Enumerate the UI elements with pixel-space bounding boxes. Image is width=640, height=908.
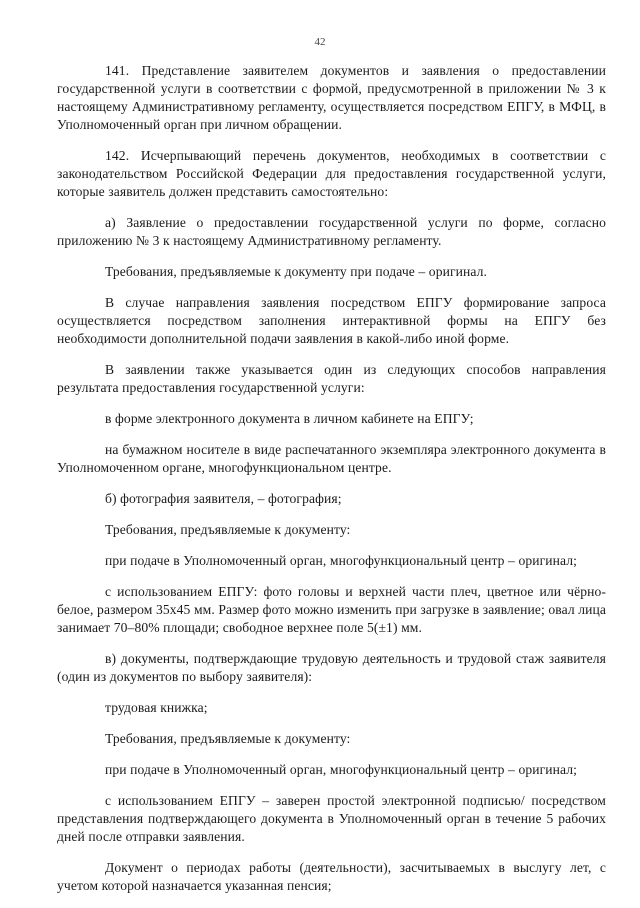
- epgu-submission-note: В случае направления заявления посредством ЕПГУ формирование запроса осуществляется посредством заполнения интерактивной формы на ЕПГУ без необходимости дополнительной подачи заявления в какой-либо иной форме.: [57, 295, 606, 346]
- item-c-employment-documents: в) документы, подтверждающие трудовую деятельность и трудовой стаж заявителя (один из документов по выбору заявителя):: [57, 651, 606, 684]
- result-delivery-methods: В заявлении также указывается один из следующих способов направления результата предоставления государственной услуги:: [57, 362, 606, 395]
- work-periods-document: Документ о периодах работы (деятельности), засчитываемых в выслугу лет, с учетом которой назначается указанная пенсия;: [57, 860, 606, 893]
- delivery-method-electronic: в форме электронного документа в личном кабинете на ЕПГУ;: [105, 411, 474, 426]
- photo-requirement-in-person: при подаче в Уполномоченный орган, многофункциональный центр – оригинал;: [105, 553, 578, 568]
- paragraph-141: 141. Представление заявителем документов и заявления о предоставлении государственной услуги в соответствии с формой, предусмотренной в приложении № 3 к настоящему Административному регламенту, осуществляется посредством ЕПГУ, в МФЦ, в Уполномоченный орган при личном обращении.: [57, 63, 606, 132]
- employment-requirement-epgu: с использованием ЕПГУ – заверен простой электронной подписью/ посредством представления подтверждающего документа в Уполномоченный орган в течение 5 рабочих дней после отправки заявления.: [57, 793, 606, 844]
- photo-requirements-heading: Требования, предъявляемые к документу:: [105, 522, 351, 537]
- employment-record-book: трудовая книжка;: [105, 700, 208, 715]
- delivery-method-paper: на бумажном носителе в виде распечатанного экземпляра электронного документа в Уполномоченном органе, многофункциональном центре.: [57, 442, 606, 475]
- photo-requirement-epgu: с использованием ЕПГУ: фото головы и верхней части плеч, цветное или чёрно-белое, размером 35х45 мм. Размер фото можно изменить при загрузке в заявление; овал лица занимает 70–80% площади; свободное верхнее поле 5(±1) мм.: [57, 584, 606, 635]
- employment-requirements-heading: Требования, предъявляемые к документу:: [105, 731, 351, 746]
- employment-requirement-in-person: при подаче в Уполномоченный орган, многофункциональный центр – оригинал;: [105, 762, 578, 777]
- item-a-application: а) Заявление о предоставлении государственной услуги по форме, согласно приложению № 3 к настоящему Административному регламенту.: [57, 215, 606, 248]
- requirements-original: Требования, предъявляемые к документу при подаче – оригинал.: [105, 264, 488, 279]
- page-number: 42: [314, 36, 326, 48]
- item-b-photo: б) фотография заявителя, – фотография;: [105, 491, 342, 506]
- paragraph-142: 142. Исчерпывающий перечень документов, необходимых в соответствии с законодательством Российской Федерации для предоставления государственной услуги, которые заявитель должен представить самостоятельно:: [57, 148, 606, 199]
- document-body: [57, 62, 606, 908]
